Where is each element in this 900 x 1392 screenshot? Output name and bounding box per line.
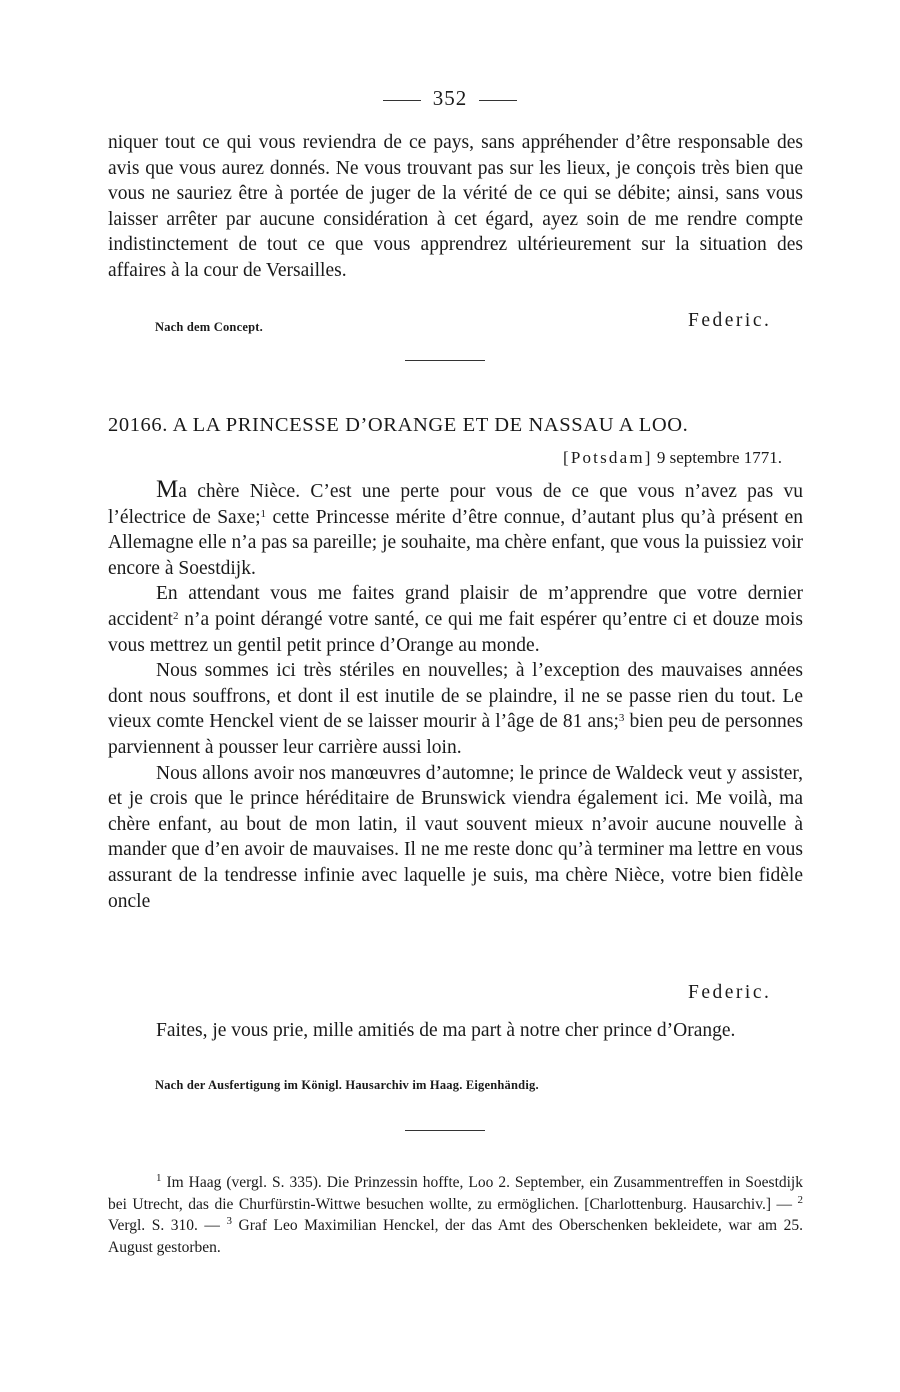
- previous-letter-paragraph: niquer tout ce qui vous reviendra de ce pays, sans appréhender d’être responsable des avis que vous aurez donnés. Ne vous trouvant pas sur les lieux, je conçois très bien que vous ne sauriez être à portée de juger de la vérité de ce qui se débite; ainsi, sans vous laisser arrêter par aucune considération à cet égard, ayez soin de me rendre compte indistinctement de tout ce que vous apprendrez ultérieurement sur la situation des affaires à la cour de Versailles.: [108, 132, 803, 281]
- salutation-initial: M: [156, 476, 179, 503]
- letter-body: [108, 477, 803, 914]
- page-number-line: [0, 86, 900, 111]
- letter-source: Nach der Ausfertigung im Königl. Hausarchiv im Haag. Eigenhändig.: [155, 1078, 539, 1092]
- footnote-ref-1: 1: [260, 507, 267, 520]
- p2-text-a: En attendant vous me faites grand plaisir de m’apprendre que votre dernier accident: [108, 583, 803, 630]
- letter-paragraph-2: [108, 581, 803, 658]
- previous-letter-tail: [108, 130, 803, 284]
- letter-title: A LA PRINCESSE D’ORANGE ET DE NASSAU A LOO.: [172, 414, 689, 436]
- previous-letter-signature: Federic.: [688, 310, 772, 331]
- section-divider-top: [405, 360, 485, 361]
- letter-paragraph-1: [108, 477, 803, 581]
- p2-text-b: n’a point dérangé votre santé, ce qui me fait espérer qu’entre ci et douze mois vous mettrez un gentil petit prince d’Orange au monde.: [108, 608, 803, 656]
- footnote-2: Vergl. S. 310. —: [108, 1217, 227, 1234]
- p3-text-a: Nous sommes ici très stériles en nouvelles; à l’exception des mauvaises années dont nous souffrons, et dont il est inutile de se plaindre, il ne se passe rien du tout. Le vieux comte Henckel vient de se laisser mourir à l’âge de 81 ans;: [108, 660, 803, 733]
- letter-paragraph-4: Nous allons avoir nos manœuvres d’automne; le prince de Waldeck veut y assister, et je crois que le prince héréditaire de Brunswick viendra également ici. Me voilà, ma chère enfant, au bout de mon latin, il vaut souvent mieux n’avoir aucune nouvelle à mander que d’en avoir de mauvaises. Il ne me reste donc qu’à terminer ma lettre en vous assurant de la tendresse infinie avec laquelle je suis, ma chère Nièce, votre bien fidèle oncle: [108, 762, 803, 912]
- section-divider-bottom: [405, 1130, 485, 1131]
- footnote-mark-2: 2: [797, 1193, 803, 1206]
- footnote-text: [108, 1172, 803, 1258]
- right-dash: [479, 100, 517, 101]
- letter-heading: [108, 414, 808, 437]
- footnotes: [108, 1172, 803, 1258]
- letter-place: [Potsdam]: [562, 448, 653, 467]
- footnote-mark-1: 1: [156, 1172, 162, 1184]
- letter-number: 20166.: [108, 414, 168, 436]
- letter-dateline: [563, 448, 782, 468]
- footnote-1: Im Haag (vergl. S. 335). Die Prinzessin hoffte, Loo 2. September, ein Zusammentreffen in Soestdijk bei Utrecht, das die Churfürstin-Wittwe besuchen wollte, zu ermöglichen. [Charlottenburg. Hausarchiv.] —: [108, 1174, 803, 1213]
- letter-signature: Federic.: [688, 982, 772, 1003]
- footnote-mark-3: 3: [226, 1215, 232, 1227]
- page-number: 352: [432, 86, 468, 110]
- postscript-block: [108, 1018, 803, 1044]
- p1-text-a: a chère Nièce. C’est une perte pour vous de ce que vous n’avez pas vu l’électrice de Saxe;: [108, 481, 803, 528]
- postscript: Faites, je vous prie, mille amitiés de ma part à notre cher prince d’Orange.: [156, 1020, 736, 1041]
- previous-letter-source: Nach dem Concept.: [155, 320, 263, 334]
- footnote-ref-3: 3: [618, 712, 625, 725]
- p1-text-b: cette Princesse mérite d’être connue, d’autant plus qu’à présent en Allemagne elle n’a pas sa pareille; je souhaite, ma chère enfant, que vous la puissiez voir encore à Soestdijk.: [108, 506, 803, 579]
- letter-date: 9 septembre 1771.: [656, 448, 782, 467]
- footnote-3: Graf Leo Maximilian Henckel, der das Amt des Oberschenken bekleidete, war am 25. August gestorben.: [108, 1217, 803, 1256]
- left-dash: [383, 100, 421, 101]
- p3-text-b: bien peu de personnes parviennent à pousser leur carrière aussi loin.: [108, 711, 803, 758]
- letter-paragraph-3: [108, 658, 803, 760]
- footnote-ref-2: 2: [172, 609, 179, 622]
